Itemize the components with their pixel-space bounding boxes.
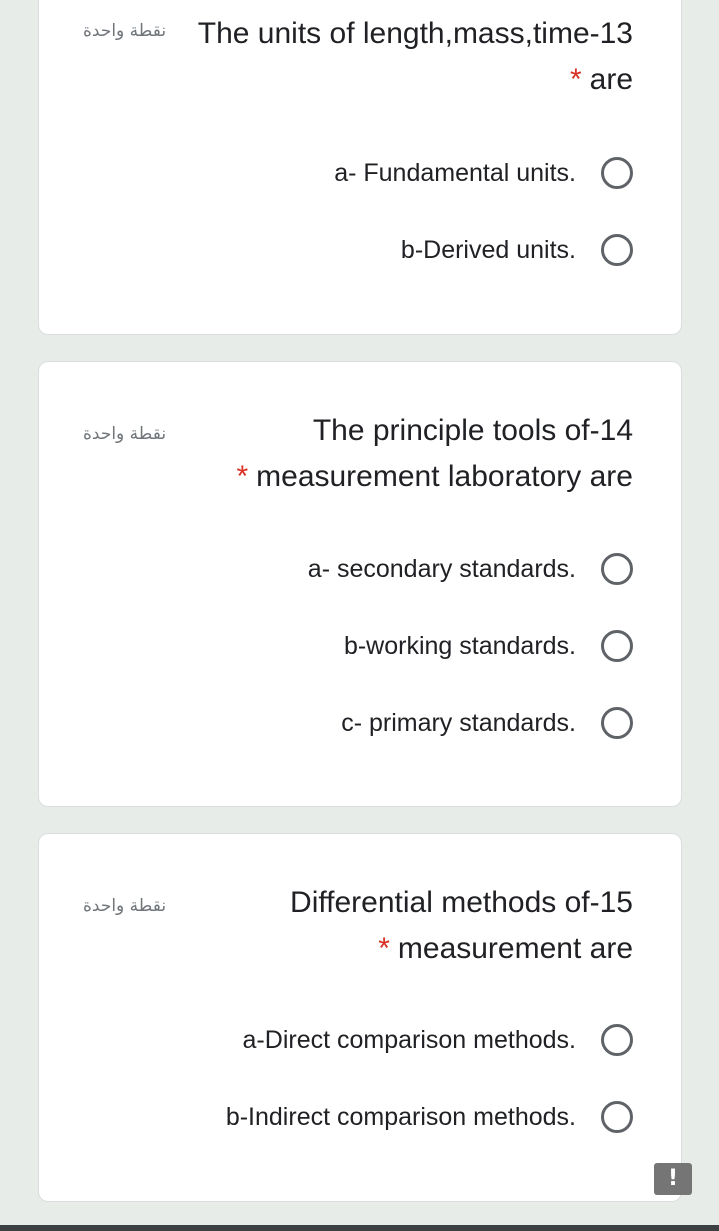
radio-button-icon[interactable] [601,553,633,585]
question-card-14 [38,361,682,807]
option-label: b-Derived units. [400,235,576,264]
points-label: نقطة واحدة [83,21,167,41]
option-direct-comparison[interactable] [243,1022,633,1058]
option-primary-standards[interactable] [341,705,633,741]
option-label: b-working standards. [343,631,576,660]
radio-button-icon[interactable] [601,234,633,266]
required-asterisk: * [236,460,249,493]
question-title-line2: * measurement are [378,932,633,965]
question-title-line2: * measurement laboratory are [236,460,633,493]
option-label: c- primary standards. [341,708,576,737]
radio-button-icon[interactable] [601,630,633,662]
required-asterisk: * [378,932,390,965]
question-title-line2: * are [569,63,633,96]
option-working-standards[interactable] [344,628,633,664]
points-label: نقطة واحدة [83,424,167,444]
radio-button-icon[interactable] [601,707,633,739]
report-feedback-icon[interactable]: ! [654,1163,692,1195]
points-label: نقطة واحدة [83,896,167,916]
question-title-line1: Differential methods of-15 [290,886,633,919]
question-title-line1: The units of length,mass,time-13 [197,17,633,50]
option-label: a- Fundamental units. [334,158,576,187]
radio-button-icon[interactable] [601,1101,633,1133]
option-secondary-standards[interactable] [308,551,633,587]
option-fundamental-units[interactable] [334,155,633,191]
radio-button-icon[interactable] [601,157,633,189]
radio-button-icon[interactable] [601,1024,633,1056]
bottom-bar [0,1225,719,1231]
option-label: a- secondary standards. [307,554,576,583]
option-label: b-Indirect comparison methods. [225,1102,576,1131]
question-title-line1: The principle tools of-14 [312,414,633,447]
option-label: a-Direct comparison methods. [242,1025,576,1054]
option-indirect-comparison[interactable] [226,1099,633,1135]
required-asterisk: * [569,63,582,96]
option-derived-units[interactable] [401,232,633,268]
question-card-15 [38,833,682,1202]
question-card-13 [38,0,682,335]
